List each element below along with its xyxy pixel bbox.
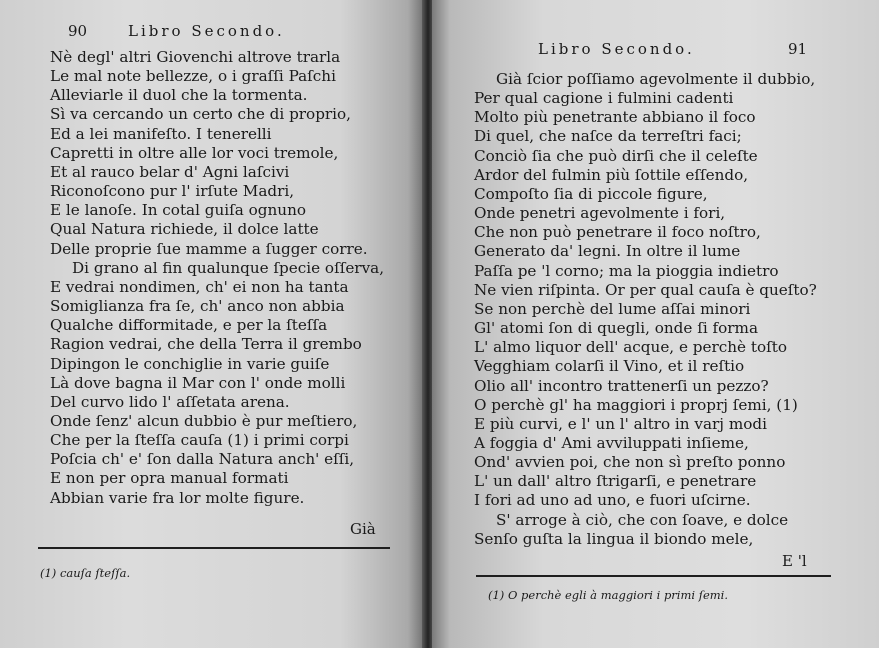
running-head: Libro Secondo. bbox=[128, 22, 285, 40]
catchword: E 'l bbox=[782, 552, 807, 570]
verse-line: E non per opra manual formati bbox=[50, 469, 289, 488]
verse-line: Dipingon le conchiglie in varie guiſe bbox=[50, 354, 330, 373]
verse-line: L' almo liquor dell' acque, e perchè toſto bbox=[474, 338, 787, 357]
verse-line: Nè degl' altri Giovenchi altrove trarla bbox=[50, 48, 341, 66]
verse-line: Ond' avvien poi, che non sì preſto ponno bbox=[474, 453, 786, 472]
right-page bbox=[432, 0, 879, 648]
verse-line: Paſſa pe 'l corno; ma la pioggia indietro bbox=[474, 261, 779, 280]
footnote-rule bbox=[476, 575, 831, 577]
verse-line: Ed a lei manifeſto. I tenerelli bbox=[50, 124, 272, 143]
verse-line: Abbian varie fra lor molte figure. bbox=[50, 488, 305, 507]
catchword: Già bbox=[350, 520, 376, 538]
verse-line: Molto più penetrante abbiano il foco bbox=[474, 108, 756, 127]
verse-line: Che non può penetrare il foco noſtro, bbox=[474, 223, 761, 242]
verse-line: Onde penetri agevolmente i fori, bbox=[474, 204, 726, 223]
verse-line: Qualche difformitade, e per la ſteſſa bbox=[50, 316, 328, 335]
verse-line: Di grano al fin qualunque ſpecie oſſerva, bbox=[72, 258, 385, 277]
verse-line: L' un dall' altro ſtrigarſi, e penetrare bbox=[474, 472, 757, 491]
verse-line: I fori ad uno ad uno, e fuori uſcirne. bbox=[474, 491, 751, 510]
verse-block bbox=[50, 48, 384, 508]
verse-line: Compoſto ſia di piccole figure, bbox=[474, 184, 708, 203]
verse-line: Generato da' legni. In oltre il lume bbox=[474, 242, 741, 261]
verse-line: S' arroge à ciò, che con ſoave, e dolce bbox=[496, 510, 789, 529]
verse-line: Conciò ſia che può dirſi che il celeſte bbox=[474, 146, 758, 165]
page-number: 90 bbox=[68, 22, 88, 40]
verse-line: Ragion vedrai, che della Terra il grembo bbox=[50, 335, 362, 354]
verse-line: Riconoſcono pur l' irſute Madri, bbox=[50, 182, 295, 201]
verse-line: Là dove bagna il Mar con l' onde molli bbox=[50, 373, 346, 392]
verse-line: Alleviarle il duol che la tormenta. bbox=[50, 86, 308, 105]
verse-line: Capretti in oltre alle lor voci tremole, bbox=[50, 143, 339, 162]
verse-line: E più curvi, e l' un l' altro in varj modi bbox=[474, 414, 767, 433]
verse-line: Et al rauco belar d' Agni laſcivi bbox=[50, 162, 290, 181]
verse-line: Di quel, che naſce da terreſtri faci; bbox=[474, 127, 742, 146]
verse-line: Vegghiam colarſi il Vino, et il reſtio bbox=[474, 357, 745, 376]
footnote-rule bbox=[38, 547, 390, 549]
verse-line: E vedrai nondimen, ch' ei non ha tanta bbox=[50, 277, 349, 296]
verse-line: Somiglianza fra ſe, ch' anco non abbia bbox=[50, 297, 345, 316]
verse-line: Già ſcior poſſiamo agevolmente il dubbio, bbox=[496, 70, 816, 88]
verse-line: Gl' atomi ſon di quegli, onde ſi forma bbox=[474, 319, 758, 338]
verse-line: Del curvo lido l' aſſetata arena. bbox=[50, 392, 290, 411]
verse-line: O perchè gl' ha maggiori i proprj ſemi, (1) bbox=[474, 395, 798, 414]
verse-block bbox=[474, 70, 817, 549]
verse-line: Sì va cercando un certo che di proprio, bbox=[50, 105, 352, 124]
verse-line: A foggia d' Ami avviluppati inſieme, bbox=[474, 433, 749, 452]
verse-line: Che per la ſteſſa cauſa (1) i primi corpi bbox=[50, 431, 349, 450]
verse-line: Onde ſenz' alcun dubbio è pur meſtiero, bbox=[50, 411, 358, 430]
verse-line: Ne vien riſpinta. Or per qual cauſa è queſto? bbox=[474, 280, 817, 299]
verse-line: Ardor del fulmin più ſottile eſſendo, bbox=[474, 165, 749, 184]
verse-line: Senſo guſta la lingua il biondo mele, bbox=[474, 529, 754, 548]
verse-line: Qual Natura richiede, il dolce latte bbox=[50, 220, 319, 239]
verse-line: Se non perchè del lume aſſai minori bbox=[474, 299, 751, 318]
running-head: Libro Secondo. bbox=[538, 40, 695, 58]
left-page bbox=[0, 0, 425, 648]
verse-line: Poſcia ch' e' ſon dalla Natura anch' eſſi, bbox=[50, 450, 355, 469]
footnote: (1) cauſa ſteſſa. bbox=[40, 566, 131, 580]
verse-line: E le lanoſe. In cotal guiſa ognuno bbox=[50, 201, 307, 220]
footnote: (1) O perchè egli à maggiori i primi ſemi. bbox=[488, 588, 729, 602]
verse-line: Delle proprie ſue mamme a ſugger corre. bbox=[50, 239, 368, 258]
verse-line: Le mal note bellezze, o i graſſi Paſchi bbox=[50, 67, 336, 86]
verse-line: Olio all' incontro trattenerſi un pezzo? bbox=[474, 376, 769, 395]
page-number: 91 bbox=[788, 40, 808, 58]
verse-line: Per qual cagione i fulmini cadenti bbox=[474, 89, 734, 108]
